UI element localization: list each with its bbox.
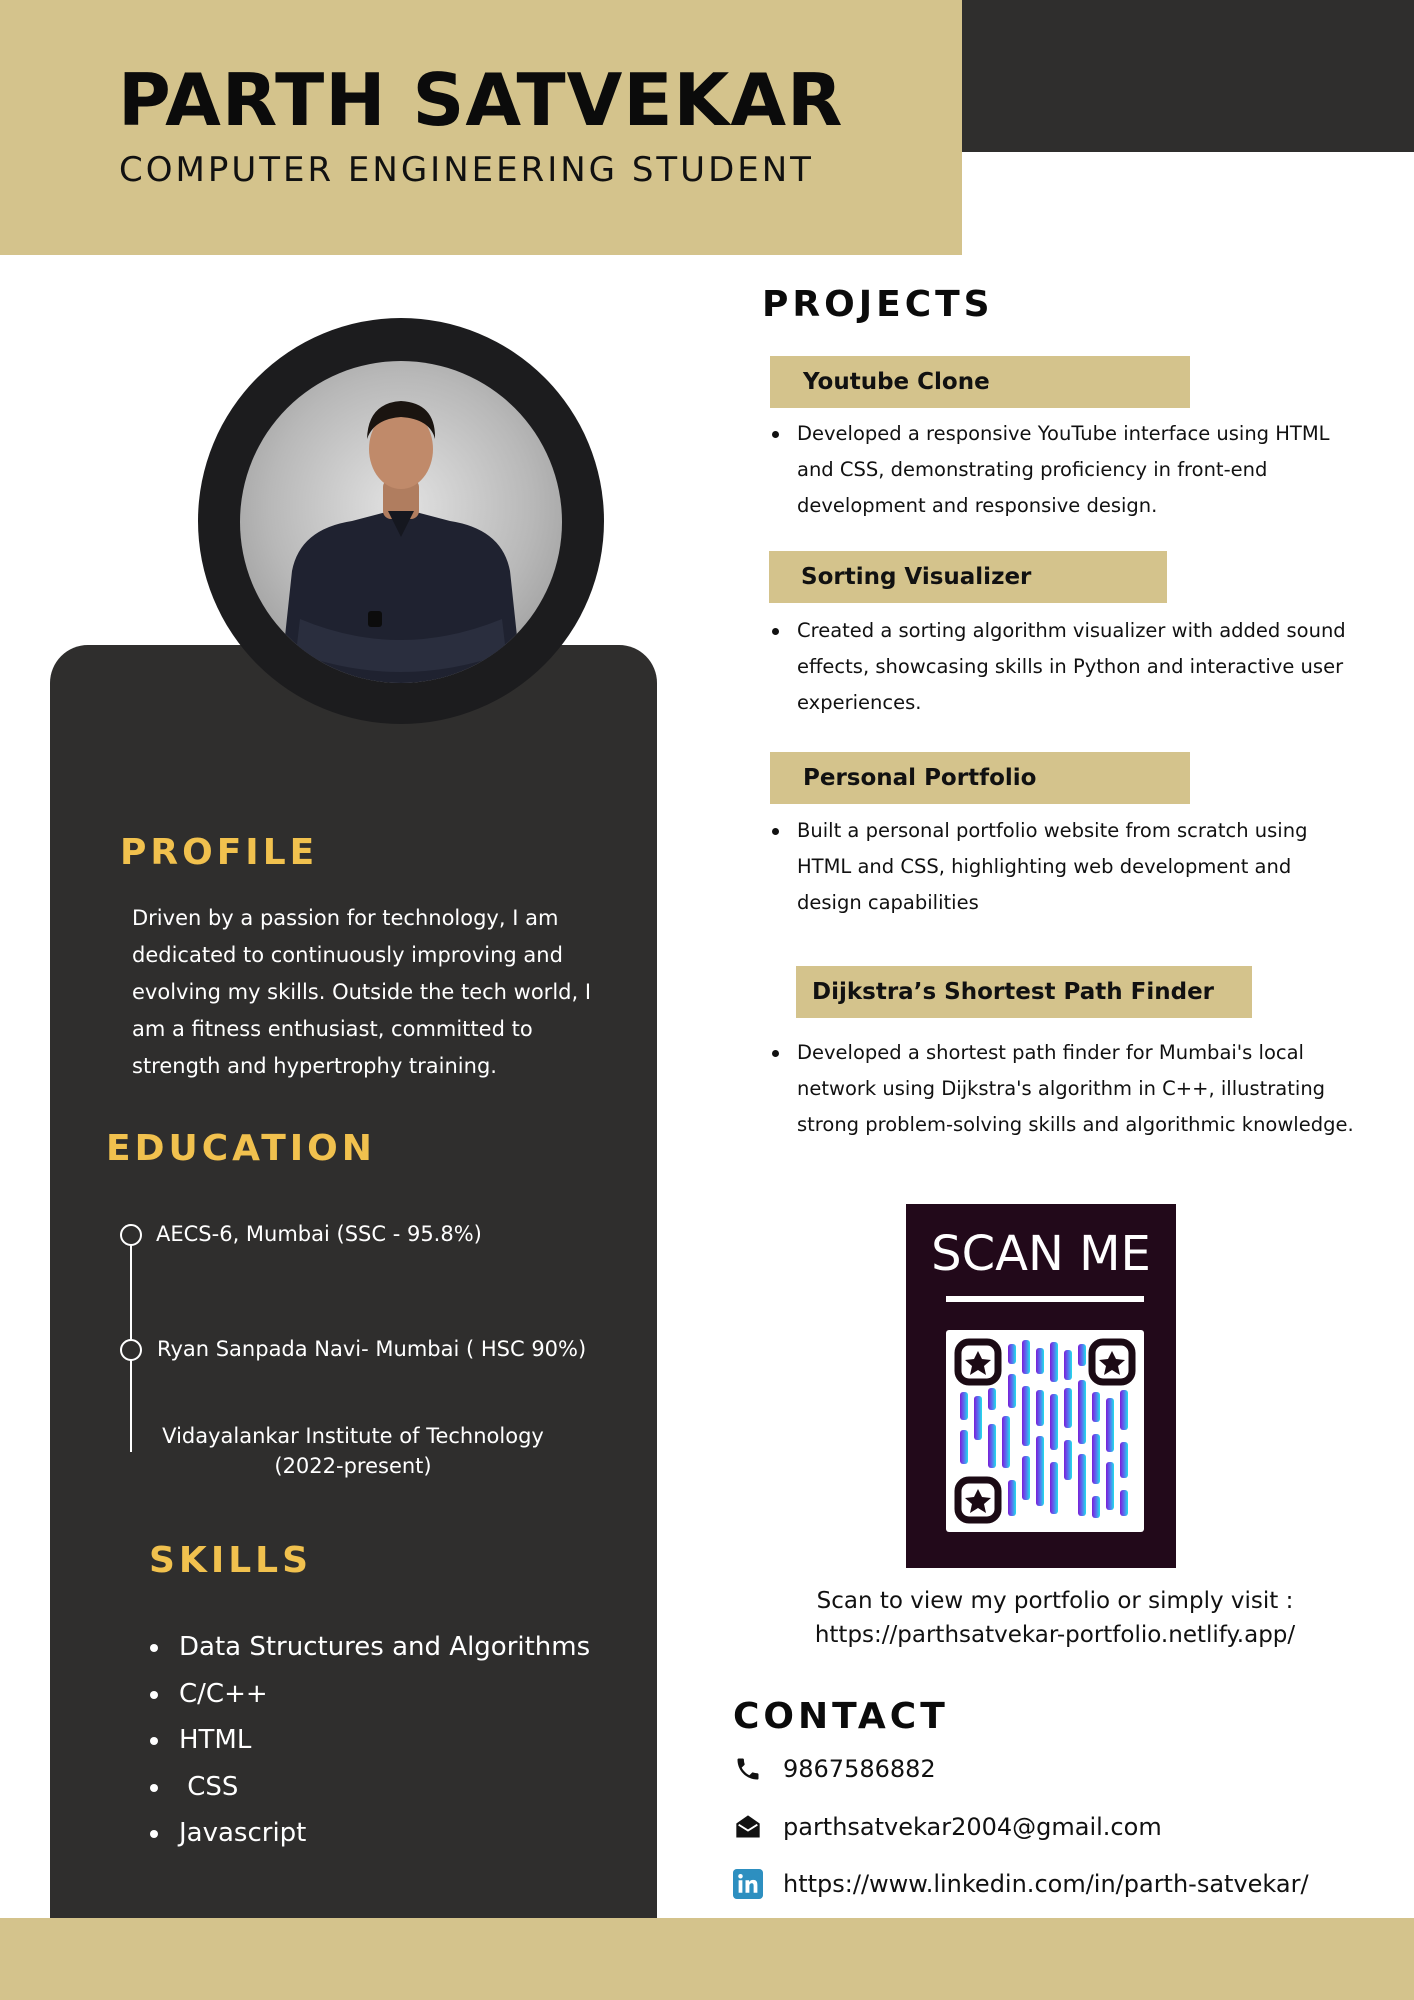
education-institution: Vidayalankar Institute of Technology [162, 1424, 544, 1448]
skill-item: CSS [148, 1764, 590, 1811]
education-period: (2022-present) [274, 1454, 432, 1478]
email-address: parthsatvekar2004@gmail.com [783, 1813, 1162, 1841]
timeline-dot [120, 1339, 142, 1361]
education-item: Ryan Sanpada Navi- Mumbai ( HSC 90%) [157, 1337, 587, 1361]
corner-block [962, 0, 1414, 152]
project-description: Built a personal portfolio website from scratch using HTML and CSS, highlighting web development and design capabilities [797, 813, 1357, 921]
phone-icon [733, 1754, 763, 1784]
footer-band [0, 1918, 1414, 2000]
portfolio-link[interactable]: https://parthsatvekar-portfolio.netlify.app/ [814, 1622, 1296, 1648]
qr-label: SCAN ME [931, 1226, 1151, 1282]
education-heading: EDUCATION [106, 1128, 376, 1169]
skill-item: Data Structures and Algorithms [148, 1624, 590, 1671]
envelope-icon [733, 1812, 763, 1842]
profile-heading: PROFILE [120, 832, 319, 873]
qr-divider [946, 1296, 1144, 1302]
contact-email[interactable] [733, 1807, 1162, 1847]
project-title: Dijkstra’s Shortest Path Finder [796, 966, 1252, 1018]
profile-text: Driven by a passion for technology, I am dedicated to continuously improving and evolving my skills. Outside the tech world, I am a fitness enthusiast, committed to strength and hypertrophy training. [132, 906, 592, 1078]
contact-heading: CONTACT [733, 1696, 949, 1737]
contact-linkedin[interactable] [733, 1864, 1309, 1904]
project-title: Sorting Visualizer [769, 551, 1167, 603]
qr-code-icon[interactable] [946, 1330, 1144, 1532]
profile-photo [240, 361, 562, 683]
timeline-dot [120, 1224, 142, 1246]
project-description: Created a sorting algorithm visualizer with added sound effects, showcasing skills in Python and interactive user experiences. [797, 613, 1357, 721]
candidate-title: COMPUTER ENGINEERING STUDENT [119, 150, 814, 190]
portfolio-caption [760, 1584, 1350, 1652]
skill-item: C/C++ [148, 1671, 590, 1718]
skills-heading: SKILLS [149, 1540, 313, 1581]
education-item [150, 1421, 556, 1481]
phone-number: 9867586882 [783, 1755, 936, 1783]
candidate-name: PARTH SATVEKAR [118, 58, 844, 142]
project-description: Developed a responsive YouTube interface using HTML and CSS, demonstrating proficiency in front-end development and responsive design. [797, 416, 1357, 524]
contact-phone[interactable] [733, 1749, 936, 1789]
project-title: Personal Portfolio [770, 752, 1190, 804]
qr-card[interactable] [906, 1204, 1176, 1568]
skills-list [148, 1624, 590, 1857]
project-title: Youtube Clone [770, 356, 1190, 408]
projects-heading: PROJECTS [762, 284, 994, 325]
linkedin-icon [733, 1869, 763, 1899]
linkedin-url: https://www.linkedin.com/in/parth-satvekar/ [783, 1870, 1309, 1898]
project-description: Developed a shortest path finder for Mumbai's local network using Dijkstra's algorithm in C++, illustrating strong problem-solving skills and algorithmic knowledge. [797, 1035, 1357, 1143]
education-item: AECS-6, Mumbai (SSC - 95.8%) [156, 1222, 482, 1246]
skill-item: HTML [148, 1717, 590, 1764]
portfolio-caption-text: Scan to view my portfolio or simply visit : [816, 1588, 1294, 1614]
skill-item: Javascript [148, 1810, 590, 1857]
